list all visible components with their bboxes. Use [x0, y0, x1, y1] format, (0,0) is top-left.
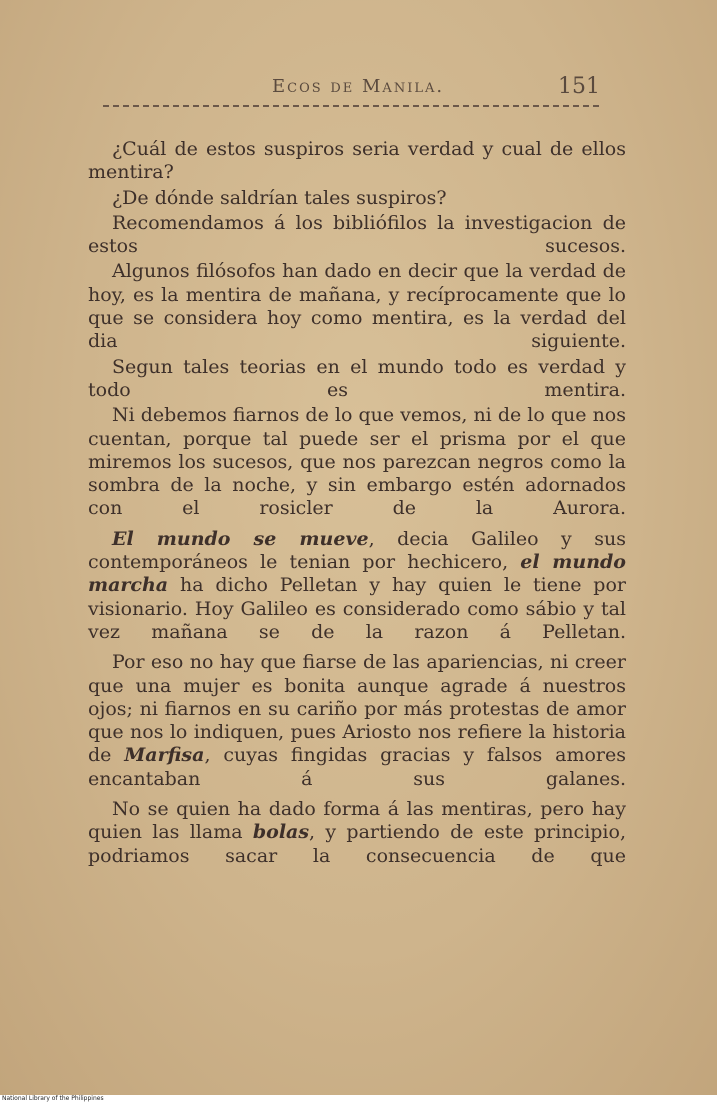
- paragraph: Por eso no hay que fiarse de las apariencias, ni creer que una mujer es bonita aunque agrade á nuestros ojos; ni fiarnos en su cariño por más protestas de amor que nos lo indiquen, pues Ariosto nos refiere la historia de Marfisa, cuyas fingidas gracias y falsos amores encantaban á sus galanes.: [88, 651, 626, 790]
- running-title: Ecos de Manila.: [272, 76, 445, 97]
- footer-credit: National Library of the Philippines: [0, 1095, 717, 1103]
- paragraph: ¿De dónde saldrían tales suspiros?: [112, 186, 447, 209]
- page-number: 151: [558, 74, 600, 99]
- body-text: [88, 138, 626, 870]
- page-header: [90, 76, 600, 106]
- paragraph: No se quien ha dado forma á las mentiras, pero hay quien las llama bolas, y partiendo de este principio, podriamos sacar la consecuencia de que: [88, 798, 626, 867]
- paragraph: Algunos filósofos han dado en decir que la verdad de hoy, es la mentira de mañana, y recíprocamente que lo que se considera hoy como mentira, es la verdad del dia siguiente.: [88, 260, 626, 353]
- paragraph: ¿Cuál de estos suspiros seria verdad y cual de ellos mentira?: [88, 138, 626, 184]
- italic-phrase: Marfisa: [124, 744, 205, 767]
- paragraph: Segun tales teorias en el mundo todo es verdad y todo es mentira.: [88, 355, 626, 401]
- header-rule: [103, 105, 599, 107]
- italic-phrase: el mundo marcha: [88, 551, 626, 597]
- italic-phrase: El mundo se mueve: [112, 527, 369, 550]
- paragraph: Recomendamos á los bibliófilos la investigacion de estos sucesos.: [88, 211, 626, 258]
- paragraph: El mundo se mueve, decia Galileo y sus contemporáneos le tenian por hechicero, el mundo marcha ha dicho Pelletan y hay quien le tiene por visionario. Hoy Galileo es considerado como sábio y tal vez mañana se de la razon á Pelletan.: [88, 527, 627, 643]
- italic-phrase: bolas: [252, 821, 310, 844]
- paragraph: Ni debemos fiarnos de lo que vemos, ni de lo que nos cuentan, porque tal puede ser el prisma por el que miremos los sucesos, que nos parezcan negros como la sombra de la noche, y sin embargo estén adornados con el rosicler de la Aurora.: [88, 404, 626, 520]
